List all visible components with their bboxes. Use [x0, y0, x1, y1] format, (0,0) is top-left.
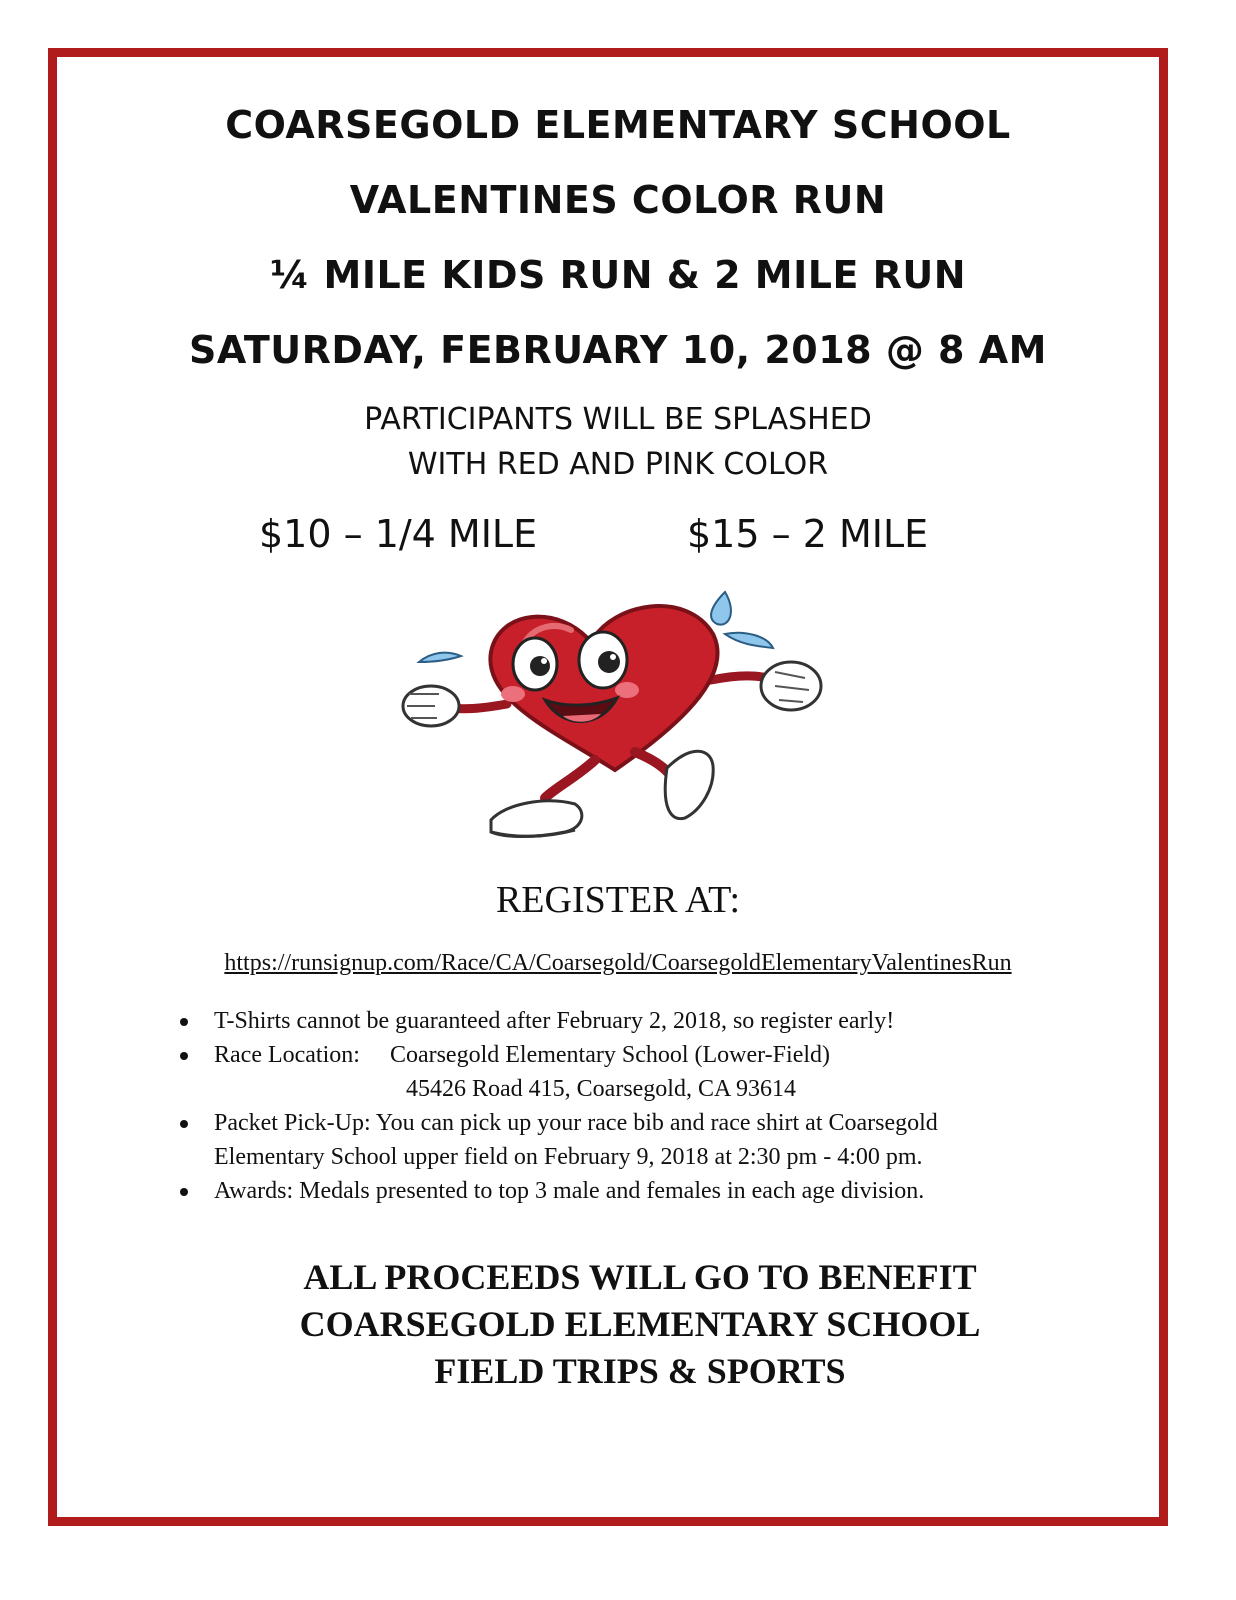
- bullet-icon: [180, 1188, 188, 1196]
- event-details-list: [180, 1004, 1080, 1208]
- bullet-icon: [180, 1052, 188, 1060]
- running-heart-icon: [395, 582, 835, 852]
- event-title: VALENTINES COLOR RUN: [349, 178, 887, 222]
- location-school: Coarsegold Elementary School (Lower-Field): [389, 1042, 830, 1068]
- location-label: Race Location:: [214, 1042, 360, 1068]
- splash-line-1: PARTICIPANTS WILL BE SPLASHED: [364, 402, 872, 437]
- list-item-tshirts: [180, 1004, 1080, 1038]
- race-distances: ¼ MILE KIDS RUN & 2 MILE RUN: [269, 253, 967, 297]
- price-two-mile-run: $15 – 2 MILE: [687, 512, 929, 556]
- packet-pickup-line-1: Packet Pick-Up: You can pick up your race bib and race shirt at Coarsegold: [214, 1110, 938, 1136]
- bullet-icon: [180, 1018, 188, 1026]
- packet-pickup-line-2: Elementary School upper field on February 9, 2018 at 2:30 pm - 4:00 pm.: [214, 1144, 923, 1170]
- event-date-time: SATURDAY, FEBRUARY 10, 2018 @ 8 AM: [189, 328, 1047, 372]
- awards-text: Awards: Medals presented to top 3 male and females in each age division.: [214, 1178, 925, 1204]
- register-heading: REGISTER AT:: [495, 879, 741, 921]
- proceeds-line-2: COARSEGOLD ELEMENTARY SCHOOL: [299, 1304, 981, 1344]
- proceeds-line-1: ALL PROCEEDS WILL GO TO BENEFIT: [303, 1257, 977, 1297]
- school-name-heading: COARSEGOLD ELEMENTARY SCHOOL: [225, 103, 1011, 147]
- list-item-packet-pickup: [180, 1106, 1080, 1174]
- location-address: 45426 Road 415, Coarsegold, CA 93614: [406, 1076, 796, 1102]
- price-kids-run: $10 – 1/4 MILE: [259, 512, 538, 556]
- registration-link[interactable]: https://runsignup.com/Race/CA/Coarsegold/CoarsegoldElementaryValentinesRun: [224, 950, 1012, 976]
- list-item-awards: [180, 1174, 1080, 1208]
- bullet-icon: [180, 1120, 188, 1128]
- tshirt-deadline-text: T-Shirts cannot be guaranteed after February 2, 2018, so register early!: [214, 1008, 895, 1034]
- proceeds-line-3: FIELD TRIPS & SPORTS: [434, 1351, 846, 1391]
- splash-line-2: WITH RED AND PINK COLOR: [407, 447, 829, 482]
- list-item-location: [180, 1038, 1080, 1106]
